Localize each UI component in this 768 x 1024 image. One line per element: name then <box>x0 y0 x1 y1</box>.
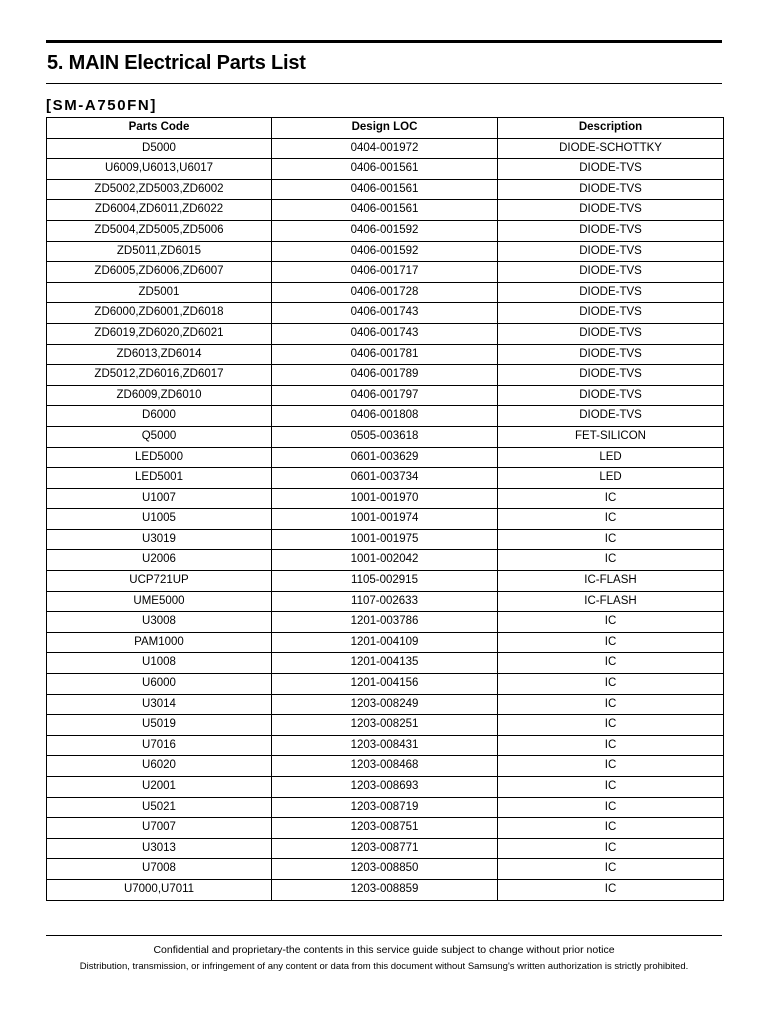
cell-description: IC-FLASH <box>498 591 724 612</box>
cell-parts-code: U1008 <box>47 653 272 674</box>
cell-description: DIODE-TVS <box>498 220 724 241</box>
cell-parts-code: U1005 <box>47 509 272 530</box>
cell-parts-code: U3014 <box>47 694 272 715</box>
cell-design-loc: 1201-004135 <box>272 653 498 674</box>
cell-design-loc: 1105-002915 <box>272 571 498 592</box>
table-row <box>47 859 724 880</box>
cell-parts-code: D6000 <box>47 406 272 427</box>
table-row <box>47 879 724 900</box>
confidential-notice: Confidential and proprietary-the contents in this service guide subject to change without prior notice <box>153 944 615 956</box>
cell-design-loc: 0406-001717 <box>272 262 498 283</box>
table-row <box>47 179 724 200</box>
cell-parts-code: ZD6004,ZD6011,ZD6022 <box>47 200 272 221</box>
cell-parts-code: U5019 <box>47 715 272 736</box>
table-row <box>47 797 724 818</box>
cell-parts-code: U2006 <box>47 550 272 571</box>
cell-parts-code: ZD5011,ZD6015 <box>47 241 272 262</box>
cell-description: IC <box>498 632 724 653</box>
cell-design-loc: 1107-002633 <box>272 591 498 612</box>
cell-design-loc: 1001-001974 <box>272 509 498 530</box>
table-row <box>47 344 724 365</box>
table-row <box>47 385 724 406</box>
cell-parts-code: U3008 <box>47 612 272 633</box>
cell-description: IC <box>498 818 724 839</box>
table-header-row <box>47 118 724 139</box>
table-row <box>47 571 724 592</box>
cell-design-loc: 1203-008771 <box>272 838 498 859</box>
cell-design-loc: 0601-003734 <box>272 468 498 489</box>
cell-description: IC <box>498 550 724 571</box>
table-row <box>47 818 724 839</box>
cell-description: IC <box>498 756 724 777</box>
cell-design-loc: 0601-003629 <box>272 447 498 468</box>
cell-design-loc: 1201-004109 <box>272 632 498 653</box>
cell-description: DIODE-TVS <box>498 385 724 406</box>
table-row <box>47 694 724 715</box>
cell-design-loc: 0406-001561 <box>272 179 498 200</box>
cell-description: DIODE-TVS <box>498 262 724 283</box>
cell-design-loc: 1203-008850 <box>272 859 498 880</box>
cell-description: DIODE-TVS <box>498 406 724 427</box>
cell-parts-code: U7007 <box>47 818 272 839</box>
cell-parts-code: ZD6005,ZD6006,ZD6007 <box>47 262 272 283</box>
table-row <box>47 632 724 653</box>
cell-description: DIODE-TVS <box>498 303 724 324</box>
cell-design-loc: 0406-001743 <box>272 303 498 324</box>
table-row <box>47 406 724 427</box>
table-row <box>47 653 724 674</box>
cell-design-loc: 1201-003786 <box>272 612 498 633</box>
cell-design-loc: 1001-002042 <box>272 550 498 571</box>
table-row <box>47 159 724 180</box>
cell-design-loc: 0406-001561 <box>272 200 498 221</box>
cell-description: DIODE-TVS <box>498 241 724 262</box>
cell-design-loc: 1001-001970 <box>272 488 498 509</box>
cell-description: FET-SILICON <box>498 426 724 447</box>
cell-design-loc: 0406-001592 <box>272 241 498 262</box>
cell-design-loc: 1001-001975 <box>272 529 498 550</box>
cell-description: DIODE-TVS <box>498 365 724 386</box>
cell-parts-code: LED5001 <box>47 468 272 489</box>
cell-parts-code: LED5000 <box>47 447 272 468</box>
cell-description: IC <box>498 653 724 674</box>
cell-design-loc: 0406-001789 <box>272 365 498 386</box>
cell-description: IC <box>498 859 724 880</box>
table-row <box>47 674 724 695</box>
cell-parts-code: D5000 <box>47 138 272 159</box>
table-body <box>47 138 724 900</box>
table-row <box>47 282 724 303</box>
cell-parts-code: ZD5002,ZD5003,ZD6002 <box>47 179 272 200</box>
table-row <box>47 365 724 386</box>
cell-design-loc: 0406-001781 <box>272 344 498 365</box>
cell-description: DIODE-TVS <box>498 159 724 180</box>
cell-description: IC <box>498 715 724 736</box>
cell-parts-code: U6009,U6013,U6017 <box>47 159 272 180</box>
cell-description: LED <box>498 447 724 468</box>
cell-description: IC <box>498 735 724 756</box>
cell-parts-code: UME5000 <box>47 591 272 612</box>
table-row <box>47 488 724 509</box>
cell-design-loc: 1201-004156 <box>272 674 498 695</box>
cell-parts-code: U5021 <box>47 797 272 818</box>
cell-description: DIODE-TVS <box>498 179 724 200</box>
cell-parts-code: ZD5004,ZD5005,ZD5006 <box>47 220 272 241</box>
cell-description: DIODE-TVS <box>498 344 724 365</box>
cell-parts-code: ZD5001 <box>47 282 272 303</box>
cell-description: IC <box>498 509 724 530</box>
cell-parts-code: U3013 <box>47 838 272 859</box>
cell-design-loc: 0406-001743 <box>272 323 498 344</box>
cell-design-loc: 0406-001797 <box>272 385 498 406</box>
header-parts-code: Parts Code <box>47 118 272 139</box>
cell-design-loc: 0505-003618 <box>272 426 498 447</box>
cell-description: IC <box>498 694 724 715</box>
table-row <box>47 735 724 756</box>
table-row <box>47 715 724 736</box>
cell-parts-code: U6000 <box>47 674 272 695</box>
top-rule <box>46 40 722 43</box>
cell-parts-code: ZD6019,ZD6020,ZD6021 <box>47 323 272 344</box>
table-row <box>47 756 724 777</box>
cell-design-loc: 1203-008468 <box>272 756 498 777</box>
cell-design-loc: 1203-008251 <box>272 715 498 736</box>
cell-parts-code: ZD5012,ZD6016,ZD6017 <box>47 365 272 386</box>
table-row <box>47 591 724 612</box>
cell-parts-code: U7000,U7011 <box>47 879 272 900</box>
cell-design-loc: 1203-008431 <box>272 735 498 756</box>
cell-design-loc: 0404-001972 <box>272 138 498 159</box>
cell-design-loc: 1203-008751 <box>272 818 498 839</box>
page-title: 5. MAIN Electrical Parts List <box>47 52 306 74</box>
cell-design-loc: 1203-008249 <box>272 694 498 715</box>
cell-description: IC <box>498 529 724 550</box>
table-row <box>47 838 724 859</box>
table-row <box>47 550 724 571</box>
cell-parts-code: U6020 <box>47 756 272 777</box>
cell-parts-code: U2001 <box>47 777 272 798</box>
table-row <box>47 612 724 633</box>
cell-description: IC <box>498 674 724 695</box>
cell-design-loc: 0406-001728 <box>272 282 498 303</box>
table-row <box>47 303 724 324</box>
table-row <box>47 241 724 262</box>
header-description: Description <box>498 118 724 139</box>
table-row <box>47 447 724 468</box>
table-row <box>47 323 724 344</box>
cell-design-loc: 1203-008719 <box>272 797 498 818</box>
table-row <box>47 138 724 159</box>
table-row <box>47 262 724 283</box>
table-row <box>47 468 724 489</box>
cell-design-loc: 1203-008859 <box>272 879 498 900</box>
parts-table <box>46 117 724 901</box>
model-label: [SM-A750FN] <box>46 97 157 114</box>
header-design-loc: Design LOC <box>272 118 498 139</box>
cell-description: DIODE-TVS <box>498 200 724 221</box>
cell-parts-code: Q5000 <box>47 426 272 447</box>
cell-description: IC <box>498 838 724 859</box>
title-divider <box>46 83 722 84</box>
cell-description: DIODE-TVS <box>498 323 724 344</box>
cell-design-loc: 1203-008693 <box>272 777 498 798</box>
cell-description: LED <box>498 468 724 489</box>
cell-parts-code: PAM1000 <box>47 632 272 653</box>
cell-description: DIODE-SCHOTTKY <box>498 138 724 159</box>
cell-parts-code: UCP721UP <box>47 571 272 592</box>
table-row <box>47 777 724 798</box>
cell-description: IC-FLASH <box>498 571 724 592</box>
table-row <box>47 509 724 530</box>
table-row <box>47 220 724 241</box>
cell-parts-code: U7008 <box>47 859 272 880</box>
cell-parts-code: ZD6000,ZD6001,ZD6018 <box>47 303 272 324</box>
cell-description: IC <box>498 797 724 818</box>
cell-description: IC <box>498 612 724 633</box>
table-row <box>47 200 724 221</box>
cell-design-loc: 0406-001592 <box>272 220 498 241</box>
cell-design-loc: 0406-001808 <box>272 406 498 427</box>
table-row <box>47 426 724 447</box>
cell-description: DIODE-TVS <box>498 282 724 303</box>
cell-parts-code: U7016 <box>47 735 272 756</box>
cell-design-loc: 0406-001561 <box>272 159 498 180</box>
cell-parts-code: U1007 <box>47 488 272 509</box>
footer-rule <box>46 935 722 936</box>
cell-description: IC <box>498 777 724 798</box>
cell-parts-code: U3019 <box>47 529 272 550</box>
cell-description: IC <box>498 488 724 509</box>
distribution-notice: Distribution, transmission, or infringement of any content or data from this document without Samsung's written authorization is strictly prohibited. <box>79 961 689 972</box>
table-row <box>47 529 724 550</box>
cell-parts-code: ZD6009,ZD6010 <box>47 385 272 406</box>
cell-description: IC <box>498 879 724 900</box>
cell-parts-code: ZD6013,ZD6014 <box>47 344 272 365</box>
